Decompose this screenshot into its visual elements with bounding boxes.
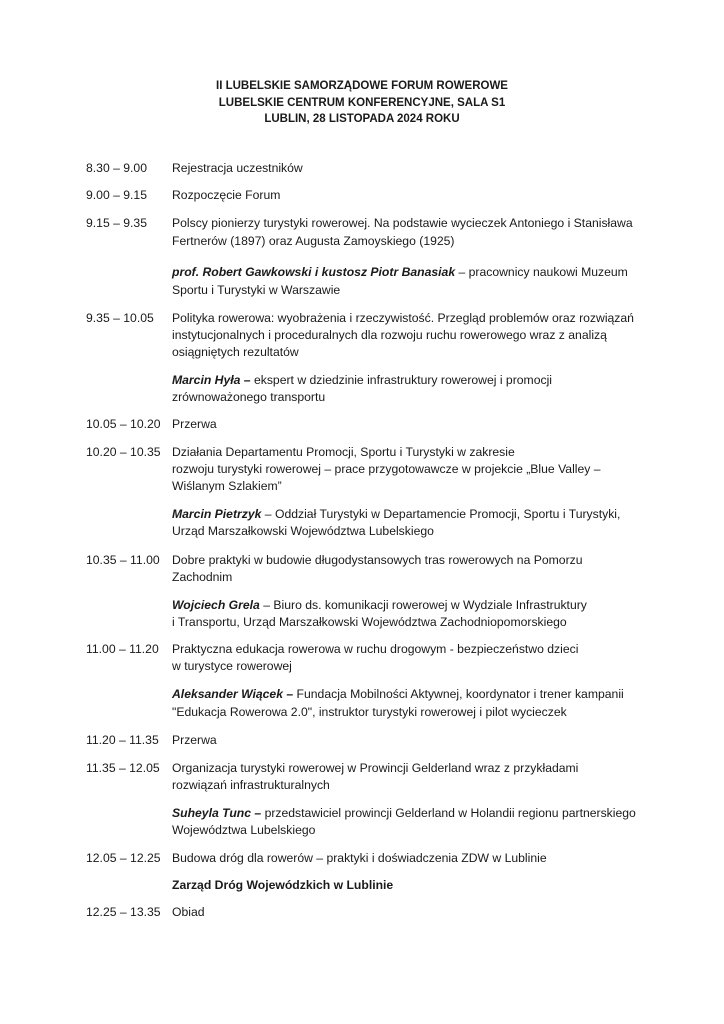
speaker-affiliation: – Biuro ds. komunikacji rowerowej w Wydziale Infrastruktury <box>259 598 587 612</box>
agenda-time: 9.00 – 9.15 <box>86 188 147 202</box>
agenda-title: Praktyczna edukacja rowerowa w ruchu drogowym - bezpieczeństwo dzieci <box>172 642 579 656</box>
agenda-speaker <box>172 264 628 280</box>
agenda-title: Przerwa <box>172 733 217 747</box>
speaker-affiliation: – Oddział Turystyki w Departamencie Promocji, Sportu i Turystyki, <box>261 507 621 521</box>
agenda-time: 9.35 – 10.05 <box>86 311 154 325</box>
speaker-affiliation: i Transportu, Urząd Marszałkowski Województwa Zachodniopomorskiego <box>172 615 567 629</box>
agenda-time: 11.00 – 11.20 <box>86 642 159 656</box>
speaker-name: Zarząd Dróg Wojewódzkich w Lublinie <box>172 878 394 892</box>
agenda-title: Rejestracja uczestników <box>172 161 303 175</box>
agenda-speaker <box>172 597 587 613</box>
speaker-affiliation: ekspert w dziedzinie infrastruktury rowerowej i promocji <box>250 373 552 387</box>
agenda-time: 8.30 – 9.00 <box>86 161 147 175</box>
agenda-title: Organizacja turystyki rowerowej w Prowincji Gelderland wraz z przykładami <box>172 761 579 775</box>
agenda-title: Działania Departamentu Promocji, Sportu i Turystyki w zakresie <box>172 445 515 459</box>
speaker-affiliation: Sportu i Turystyki w Warszawie <box>172 283 341 297</box>
agenda-title: Dobre praktyki w budowie długodystansowych tras rowerowych na Pomorzu <box>172 553 583 567</box>
forum-title: II LUBELSKIE SAMORZĄDOWE FORUM ROWEROWE <box>216 80 508 92</box>
speaker-affiliation: Województwa Lubelskiego <box>172 823 316 837</box>
speaker-name: Marcin Pietrzyk <box>172 507 262 521</box>
agenda-title: Przerwa <box>172 417 217 431</box>
speaker-affiliation: – pracownicy naukowi Muzeum <box>455 265 628 279</box>
agenda-speaker <box>172 372 552 388</box>
speaker-name: Aleksander Wiącek – <box>172 687 294 701</box>
speaker-name: prof. Robert Gawkowski i kustosz Piotr Banasiak <box>172 265 456 279</box>
speaker-affiliation: zrównoważonego transportu <box>172 390 326 404</box>
agenda-title: Polscy pionierzy turystyki rowerowej. Na podstawie wycieczek Antoniego i Stanisława <box>172 216 633 230</box>
agenda-time: 12.25 – 13.35 <box>86 905 161 919</box>
speaker-affiliation: Fundacja Mobilności Aktywnej, koordynator i trener kampanii <box>293 687 624 701</box>
agenda-title: Fertnerów (1897) oraz Augusta Zamoyskiego (1925) <box>172 234 455 248</box>
agenda-title: rozwoju turystyki rowerowej – prace przygotowawcze w projekcie „Blue Valley – <box>172 462 601 476</box>
agenda-time: 12.05 – 12.25 <box>86 851 161 865</box>
agenda-title: Rozpoczęcie Forum <box>172 188 281 202</box>
speaker-name: Suheyla Tunc – <box>172 806 262 820</box>
agenda-title: osiągniętych rezultatów <box>172 345 299 359</box>
agenda-title: Budowa dróg dla rowerów – praktyki i doświadczenia ZDW w Lublinie <box>172 851 547 865</box>
agenda-time: 10.20 – 10.35 <box>86 445 161 459</box>
agenda-title: Obiad <box>172 905 205 919</box>
agenda-speaker <box>172 506 620 522</box>
speaker-name: Wojciech Grela <box>172 598 260 612</box>
agenda-time: 10.05 – 10.20 <box>86 417 161 431</box>
agenda-speaker <box>172 805 636 821</box>
agenda-time: 11.20 – 11.35 <box>86 733 159 747</box>
venue: LUBELSKIE CENTRUM KONFERENCYJNE, SALA S1 <box>218 97 506 109</box>
speaker-name: Marcin Hyła – <box>172 373 251 387</box>
agenda-time: 10.35 – 11.00 <box>86 553 160 567</box>
speaker-affiliation: "Edukacja Rowerowa 2.0", instruktor turystyki rowerowej i pilot wycieczek <box>172 705 567 719</box>
agenda-title: Polityka rowerowa: wyobrażenia i rzeczywistość. Przegląd problemów oraz rozwiązań <box>172 311 634 325</box>
agenda-time: 9.15 – 9.35 <box>86 216 147 230</box>
date-location: LUBLIN, 28 LISTOPADA 2024 ROKU <box>264 113 460 125</box>
speaker-affiliation: Urząd Marszałkowski Województwa Lubelskiego <box>172 524 434 538</box>
speaker-affiliation: przedstawiciel prowincji Gelderland w Holandii regionu partnerskiego <box>261 806 636 820</box>
agenda-title: w turystyce rowerowej <box>172 659 292 673</box>
agenda-title: Wiślanym Szlakiem” <box>172 479 282 493</box>
agenda-speaker <box>172 877 393 893</box>
agenda-title: rozwiązań infrastrukturalnych <box>172 778 330 792</box>
agenda-title: Zachodnim <box>172 570 233 584</box>
agenda-speaker <box>172 686 624 702</box>
agenda-time: 11.35 – 12.05 <box>86 761 160 775</box>
agenda-title: instytucjonalnych i proceduralnych dla rozwoju ruchu rowerowego wraz z analizą <box>172 328 607 342</box>
